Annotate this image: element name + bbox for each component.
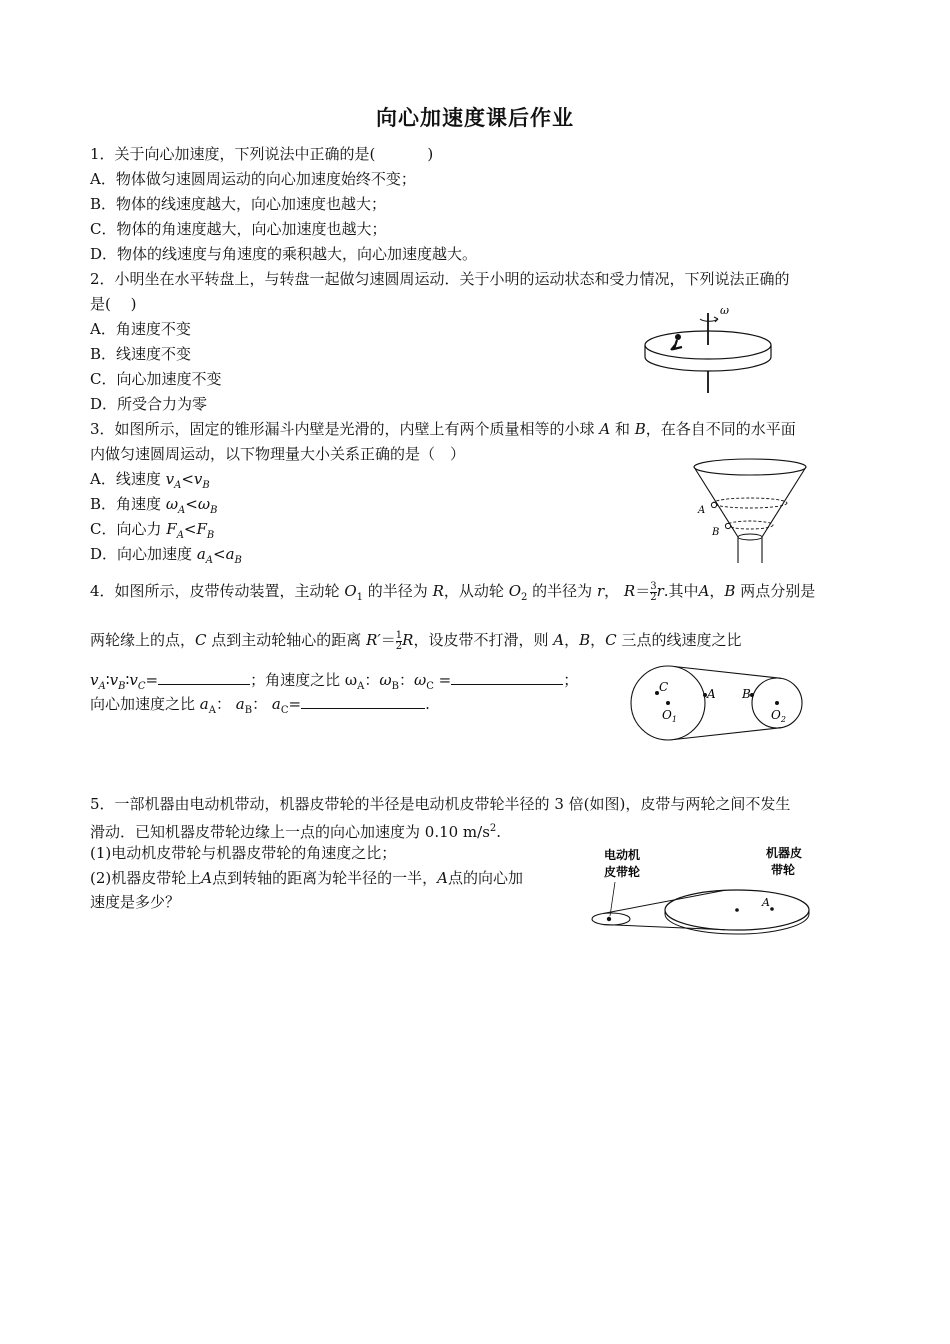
q1-stem [90, 144, 433, 164]
q5-belt-pulley-figure [585, 840, 815, 932]
machine-axis-point [735, 908, 739, 912]
q3-stem-line2: 内做匀速圆周运动，以下物理量大小关系正确的是（ ） [90, 445, 466, 463]
label-o1: $O_1$ [662, 708, 677, 724]
fraction-three-halves: $\frac{3}{2}$ [650, 580, 657, 603]
q5-stem-line1: 5．一部机器由电动机带动，机器皮带轮的半径是电动机皮带轮半径的 3 倍(如图)，皮带与两轮之间不发生 [90, 795, 791, 813]
label-c: C [659, 680, 669, 694]
motor-wheel-label-2: 皮带轮 [604, 865, 641, 879]
motor-wheel-label-1: 电动机 [604, 848, 641, 862]
orbit-b [727, 521, 773, 529]
q4-stem-line2: 两轮缘上的点，C 点到主动轮轴心的距离 R′＝ $\frac{1}{2}$ R，设皮带不打滑，则 A，B，C 三点的线速度之比 [90, 629, 742, 652]
q1-option-c: C．物体的角速度越大，向心加速度也越大； [90, 220, 387, 238]
point-a [770, 907, 774, 911]
funnel-neck [738, 534, 762, 540]
funnel-rim [694, 459, 806, 475]
q3-stem-line1: 3．如图所示，固定的锥形漏斗内壁是光滑的，内壁上有两个质量相等的小球 A 和 B，在各自不同的水平面 [90, 420, 796, 438]
point-a-label: A [762, 896, 770, 909]
label-b: B [742, 687, 751, 701]
machine-wheel-label-1: 机器皮 [766, 846, 803, 860]
q1-option-d: D．物体的线速度与角速度的乘积越大，向心加速度越大。 [90, 245, 478, 263]
q5-stem-line2: 滑动．已知机器皮带轮边缘上一点的向心加速度为 0.10 $m/s^2$. [90, 823, 502, 841]
q4-stem-line3: $v_A∶v_B∶v_C=$ ；角速度之比 $\omega_A$：$\omega_B$：$\omega_C$ = ； [90, 671, 579, 692]
machine-wheel-label-2: 带轮 [771, 863, 796, 877]
label-b: B [712, 527, 720, 538]
q3-funnel-figure [690, 455, 810, 565]
ball-b [725, 523, 730, 528]
ball-a-symbol: A [599, 420, 611, 438]
q5-subquestion-2-line1: (2)机器皮带轮上A点到转轴的距离为轮半径的一半，A点的向心加 [90, 869, 523, 887]
orbit-a [713, 498, 787, 508]
q2-option-c: C．向心加速度不变 [90, 370, 222, 388]
label-o2: $O_2$ [771, 708, 786, 724]
ball-a [711, 502, 716, 507]
label-a: A [698, 505, 706, 516]
q1-option-b: B．物体的线速度越大，向心加速度也越大； [90, 195, 387, 213]
center-o2 [775, 701, 779, 705]
q1-option-a: A．物体做匀速圆周运动的向心加速度始终不变； [90, 170, 416, 188]
q4-stem-line1: 4．如图所示，皮带传动装置，主动轮 $O_1$ 的半径为 R，从动轮 $O_2$ 的半径为 r， R＝ $\frac{3}{2}$ r.其中A，B 两点分别是 [90, 580, 816, 603]
omega-label: ω [720, 304, 729, 317]
q3-option-c: C．向心力 $F_A<F_B$ [90, 520, 215, 541]
q1-stem-close: ) [427, 145, 434, 163]
page-title: 向心加速度课后作业 [376, 105, 574, 130]
q3-option-b: B．角速度 $\omega_A<\omega_B$ [90, 495, 218, 516]
q3-option-d: D．向心加速度 $a_A<a_B$ [90, 545, 242, 566]
center-o1 [666, 701, 670, 705]
q5-subquestion-1: (1)电动机皮带轮与机器皮带轮的角速度之比； [90, 844, 397, 862]
q5-subquestion-2-line2: 速度是多少？ [90, 893, 181, 911]
q2-option-d: D．所受合力为零 [90, 395, 208, 413]
q2-option-a: A．角速度不变 [90, 320, 191, 338]
q2-turntable-figure [640, 305, 775, 400]
q2-stem-line2: 是( ) [90, 295, 137, 313]
linear-velocity-ratio-blank[interactable] [158, 670, 250, 685]
rotation-arrow-icon [700, 319, 718, 321]
angular-velocity-ratio-blank[interactable] [451, 670, 563, 685]
q1-stem-text: 1．关于向心加速度，下列说法中正确的是( [90, 145, 376, 163]
label-a: A [707, 687, 716, 701]
fraction-one-half: $\frac{1}{2}$ [395, 629, 403, 652]
q4-stem-line4: 向心加速度之比 $a_A$： $a_B$： $a_C=$ . [90, 695, 430, 716]
q4-belt-drive-figure [628, 665, 808, 745]
motor-axis-point [607, 917, 611, 921]
q2-option-b: B．线速度不变 [90, 345, 192, 363]
centripetal-acceleration-ratio-blank[interactable] [301, 694, 425, 709]
q3-option-a: A．线速度 $v_A<v_B$ [90, 470, 210, 491]
q2-stem-line1: 2．小明坐在水平转盘上，与转盘一起做匀速圆周运动．关于小明的运动状态和受力情况，下列说法正确的 [90, 270, 790, 288]
funnel-wall [694, 467, 806, 563]
ball-b-symbol: B [634, 420, 646, 438]
